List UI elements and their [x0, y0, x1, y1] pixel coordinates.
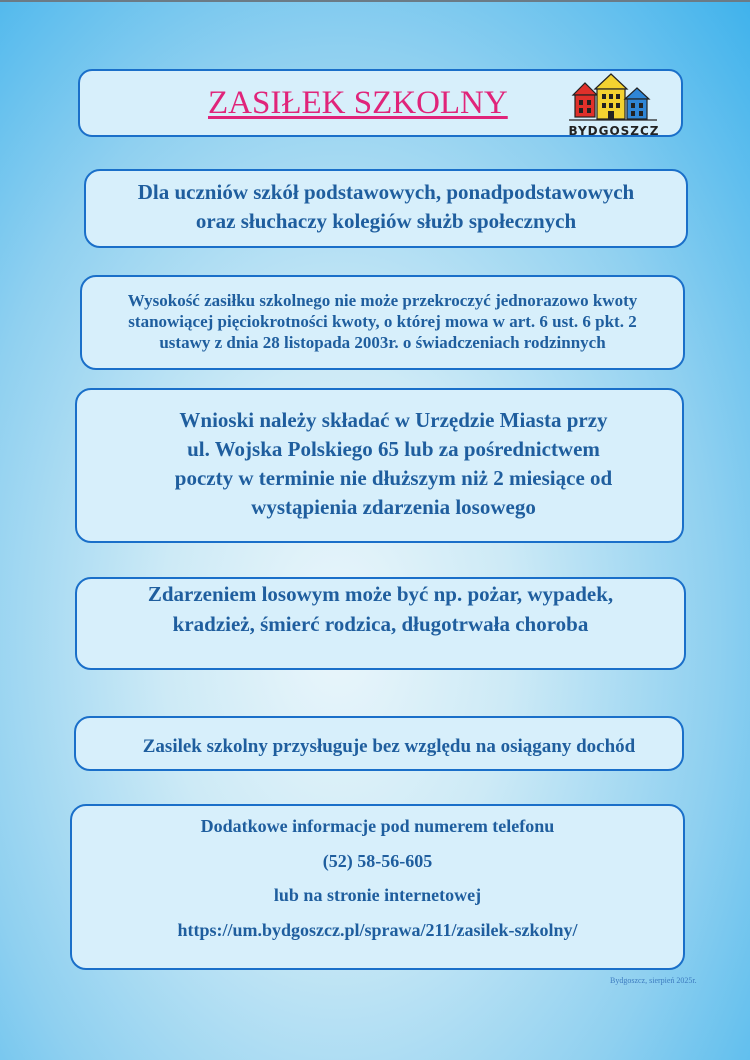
contact-intro: Dodatkowe informacje pod numerem telefonu [200, 816, 555, 836]
houses-icon [565, 73, 663, 125]
title-panel [78, 69, 683, 137]
place-date: Bydgoszcz, sierpień 2025r. [610, 976, 697, 985]
submission-line: poczty w terminie nie dłuższym niż 2 miesiące od [174, 466, 613, 490]
submission-line: wystąpienia zdarzenia losowego [251, 495, 536, 519]
contact-or: lub na stronie internetowej [273, 885, 482, 905]
events-line: kradzież, śmierć rodzica, długotrwała choroba [172, 612, 589, 636]
audience-panel [84, 169, 688, 248]
events-line: Zdarzeniem losowym może być np. pożar, wypadek, [147, 582, 614, 606]
income-panel [74, 716, 684, 771]
amount-line: ustawy z dnia 28 listopada 2003r. o świadczeniach rodzinnych [159, 333, 606, 352]
submission-line: Wnioski należy składać w Urzędzie Miasta przy [179, 408, 608, 432]
contact-panel [70, 804, 685, 970]
logo-text: BYDGOSZCZ [568, 124, 660, 138]
page-title: ZASIŁEK SZKOLNY [208, 85, 508, 121]
events-panel [75, 577, 686, 670]
audience-line: oraz słuchaczy kolegiów służb społecznych [195, 209, 577, 233]
income-text: Zasilek szkolny przysługuje bez względu na osiągany dochód [142, 736, 636, 757]
audience-line: Dla uczniów szkół podstawowych, ponadpodstawowych [137, 180, 635, 204]
bydgoszcz-logo [565, 73, 663, 137]
submission-line: ul. Wojska Polskiego 65 lub za pośrednictwem [187, 437, 600, 461]
amount-line: Wysokość zasiłku szkolnego nie może przekroczyć jednorazowo kwoty [127, 291, 638, 310]
contact-url[interactable]: https://um.bydgoszcz.pl/sprawa/211/zasilek-szkolny/ [177, 919, 578, 940]
top-rule [0, 0, 750, 2]
amount-panel [80, 275, 685, 370]
amount-line: stanowiącej pięciokrotności kwoty, o której mowa w art. 6 ust. 6 pkt. 2 [128, 312, 637, 331]
contact-phone: (52) 58-56-605 [322, 850, 433, 871]
submission-panel [75, 388, 684, 543]
